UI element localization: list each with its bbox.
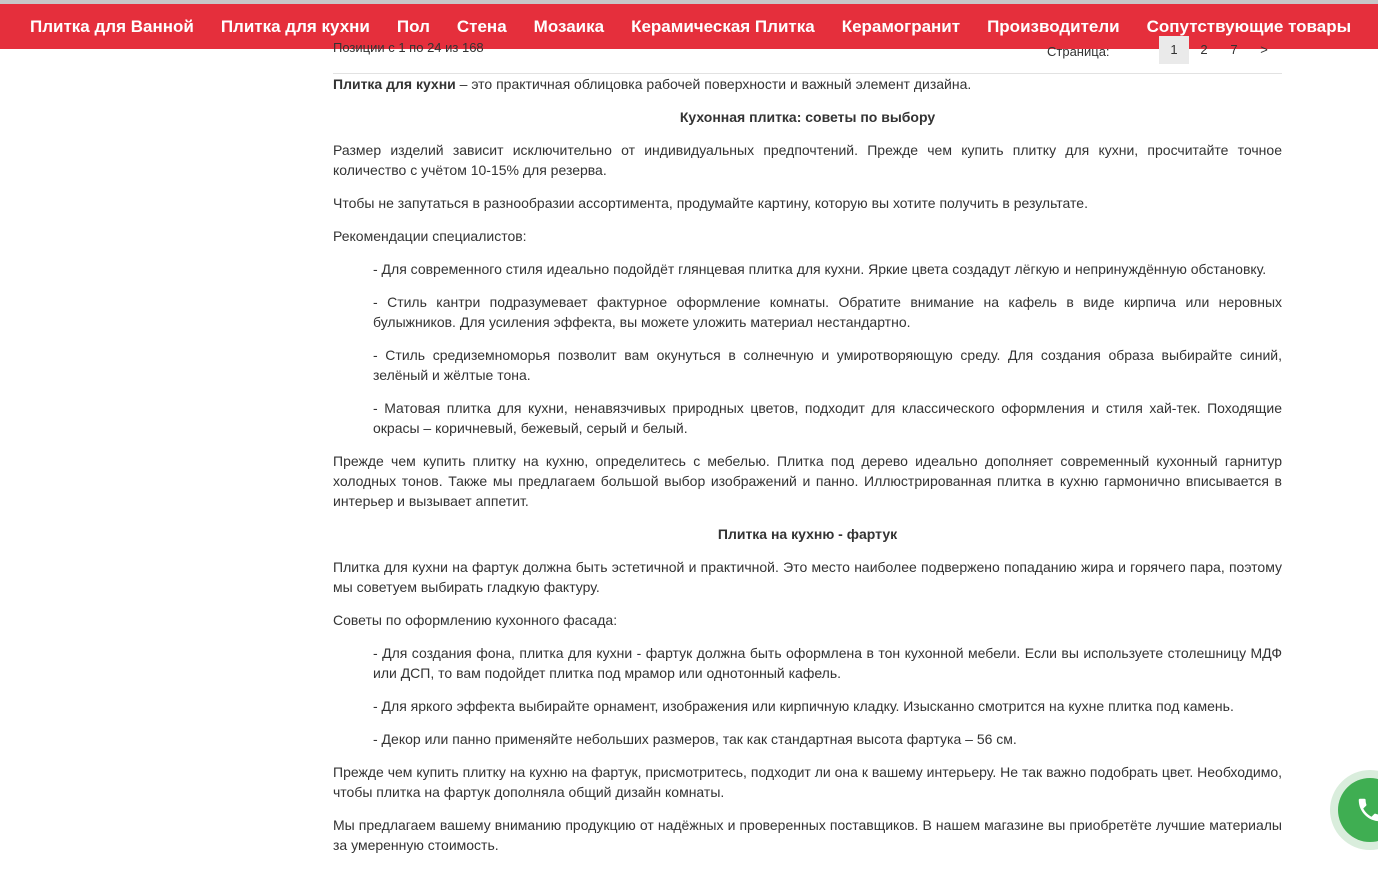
paragraph-furniture: Прежде чем купить плитку на кухню, определитесь с мебелью. Плитка под дерево идеально дополняет современный кухонный гарнитур холодных тонов. Также мы предлагаем большой выбор изображений и панно. Иллюстрированная плитка в кухню гармонично вписывается в интерьер и вызывает аппетит. (333, 453, 1282, 509)
intro-bold: Плитка для кухни (333, 76, 456, 92)
pager-label: Страница: (1047, 44, 1110, 59)
tip-mediterranean: - Стиль средиземноморья позволит вам окунуться в солнечную и умиротворяющую среду. Для создания образа выбирайте синий, зелёный и жёлтые тона. (373, 347, 1282, 383)
nav-item-manufacturers[interactable]: Производители (987, 17, 1120, 36)
paragraph-facade-tips: Советы по оформлению кухонного фасада: (333, 612, 618, 628)
catalog-toolbar (333, 36, 1282, 74)
nav-item-ceramic-tile[interactable]: Керамическая Плитка (631, 17, 815, 36)
tip-country: - Стиль кантри подразумевает фактурное оформление комнаты. Обратите внимание на кафель в виде кирпича или неровных булыжников. Для усиления эффекта, вы можете уложить материал нестандартно. (373, 294, 1282, 330)
intro-text: – это практичная облицовка рабочей поверхности и важный элемент дизайна. (455, 76, 972, 92)
paragraph-apron: Плитка для кухни на фартук должна быть эстетичной и практичной. Это место наиболее подвержено попаданию жира и горячего пара, поэтому мы советуем выбирать гладкую фактуру. (333, 559, 1282, 595)
tip-bright-effect: - Для яркого эффекта выбирайте орнамент, изображения или кирпичную кладку. Изысканно смотрится на кухне плитка под камень. (373, 698, 1234, 714)
nav-item-porcelain-stoneware[interactable]: Керамогранит (841, 17, 961, 36)
page-next[interactable]: > (1260, 42, 1268, 57)
pager (1159, 36, 1279, 64)
page-link-2[interactable]: 2 (1200, 42, 1208, 57)
nav-item-related-products[interactable]: Сопутствующие товары (1146, 17, 1352, 36)
paragraph-suppliers: Мы предлагаем вашему вниманию продукцию от надёжных и проверенных поставщиков. В нашем магазине вы приобретёте лучшие материалы за умеренную стоимость. (333, 817, 1282, 853)
tip-modern: - Для современного стиля идеально подойдёт глянцевая плитка для кухни. Яркие цвета создадут лёгкую и непринуждённую обстановку. (373, 261, 1267, 277)
paragraph-recommendations: Рекомендации специалистов: (333, 228, 527, 244)
phone-icon (1355, 795, 1378, 825)
callback-button[interactable] (1330, 770, 1378, 850)
nav-item-kitchen-tile[interactable]: Плитка для кухни (220, 17, 370, 36)
section-heading-apron: Плитка на кухню - фартук (717, 526, 898, 542)
nav-item-bathroom-tile[interactable]: Плитка для Ванной (30, 17, 194, 36)
page-link-7[interactable]: 7 (1230, 42, 1238, 57)
page-current: 1 (1159, 36, 1189, 64)
items-count: Позиции с 1 по 24 из 168 (333, 40, 484, 55)
nav-item-floor[interactable]: Пол (396, 17, 430, 36)
tip-matte: - Матовая плитка для кухни, ненавязчивых природных цветов, подходит для классического оформления и стиля хай-тек. Походящие окрасы – коричневый, бежевый, серый и белый. (373, 400, 1282, 436)
section-heading-choice: Кухонная плитка: советы по выбору (679, 109, 936, 125)
tip-background: - Для создания фона, плитка для кухни - фартук должна быть оформлена в тон кухонной мебели. Если вы используете столешницу МДФ или ДСП, то вам подойдет плитка под мрамор или однотонный кафель. (373, 645, 1282, 681)
tip-decor: - Декор или панно применяйте небольших размеров, так как стандартная высота фартука – 56 см. (373, 731, 1017, 747)
paragraph-size: Размер изделий зависит исключительно от индивидуальных предпочтений. Прежде чем купить плитку для кухни, просчитайте точное количество с учётом 10-15% для резерва. (333, 142, 1282, 178)
intro-paragraph (333, 74, 1282, 94)
callback-button-inner (1338, 778, 1378, 842)
paragraph-assortment: Чтобы не запутаться в разнообразии ассортимента, продумайте картину, которую вы хотите получить в результате. (333, 195, 1088, 211)
nav-item-mosaic[interactable]: Мозаика (533, 17, 605, 36)
nav-item-wall[interactable]: Стена (456, 17, 507, 36)
paragraph-interior: Прежде чем купить плитку на кухню на фартук, присмотритесь, подходит ли она к вашему интерьеру. Не так важно подобрать цвет. Необходимо, чтобы плитка на фартук дополняла общий дизайн комнаты. (333, 764, 1282, 800)
category-description (333, 74, 1282, 855)
